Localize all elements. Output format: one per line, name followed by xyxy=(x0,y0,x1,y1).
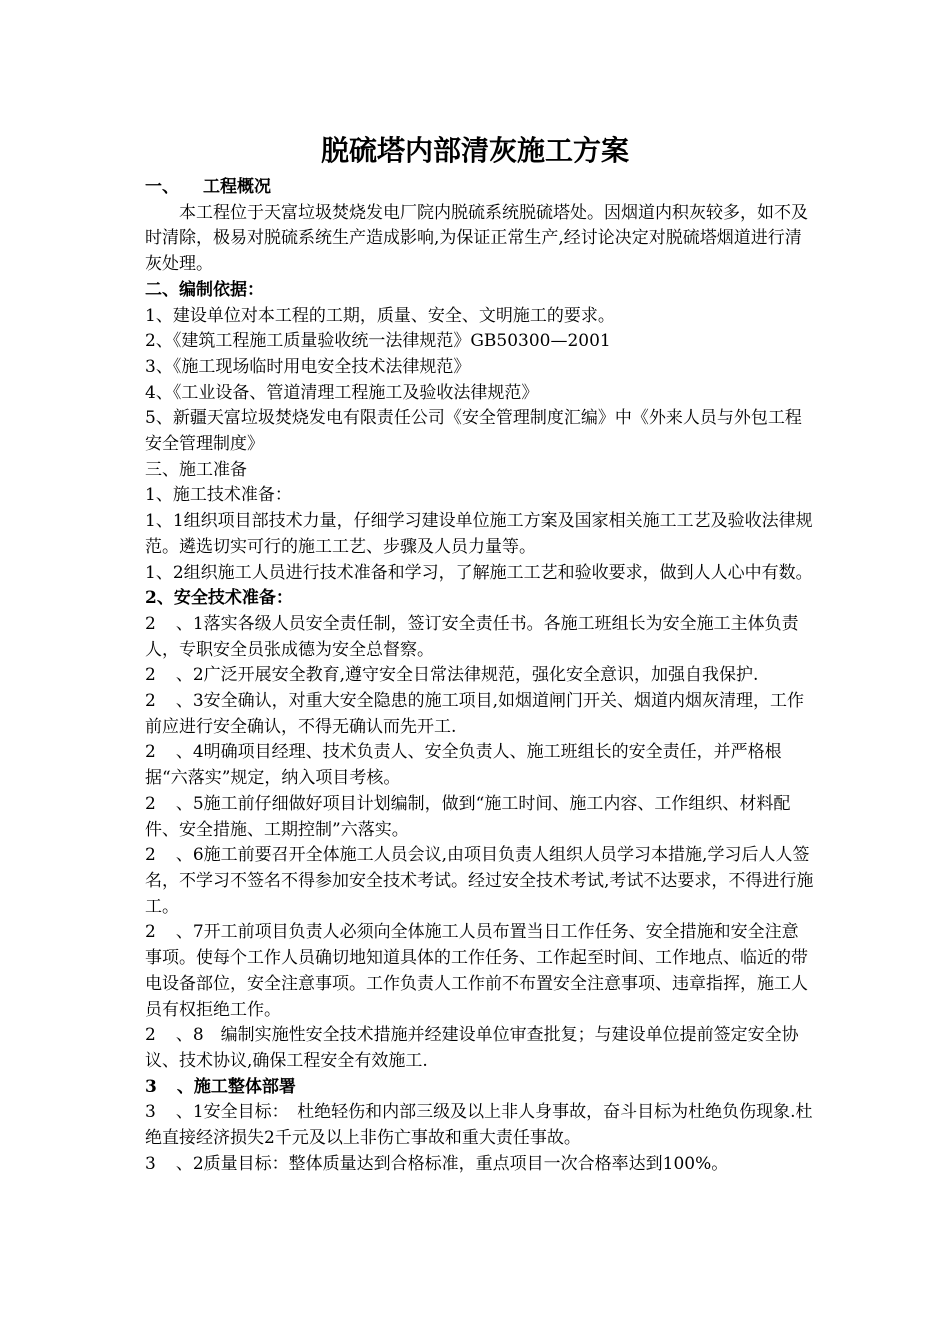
safety-item-number: 2 xyxy=(145,742,156,763)
tech-prep-item: 1、2组织施工人员进行技术准备和学习，了解施工工艺和验收要求，做到人人心中有数。 xyxy=(145,562,813,583)
safety-item xyxy=(145,689,815,740)
safety-item-number: 2 xyxy=(145,793,156,814)
safety-item xyxy=(145,1023,815,1074)
safety-prep-heading: 2、安全技术准备： xyxy=(145,588,293,609)
safety-item-text: 、8 编制实施性安全技术措施并经建设单位审查批复；与建设单位提前签定安全协议、技术协议,确保工程安全有效施工. xyxy=(145,1025,799,1071)
deploy-item xyxy=(145,1100,815,1151)
safety-item xyxy=(145,792,815,843)
deploy-item-number: 3 xyxy=(145,1102,156,1123)
safety-item-text: 、5施工前仔细做好项目计划编制，做到“施工时间、施工内容、工作组织、材料配件、安全措施、工期控制”六落实。 xyxy=(145,793,791,840)
basis-item: 3、《施工现场临时用电安全技术法律规范》 xyxy=(145,356,471,377)
safety-item-text: 、1落实各级人员安全责任制，签订安全责任书。各施工班组长为安全施工主体负责人，专职安全员张成德为安全总督察。 xyxy=(145,613,799,660)
basis-item: 2、《建筑工程施工质量验收统一法律规范》GB50300—2001 xyxy=(145,331,611,352)
deploy-item-text: 、2质量目标：整体质量达到合格标准，重点项目一次合格率达到100%。 xyxy=(175,1153,729,1174)
safety-item xyxy=(145,612,815,663)
safety-item-text: 、3安全确认，对重大安全隐患的施工项目,如烟道闸门开关、烟道内烟灰清理，工作前应进行安全确认，不得无确认而先开工. xyxy=(145,691,805,737)
section-3-heading: 三、施工准备 xyxy=(145,459,247,480)
safety-item-text: 、2广泛开展安全教育,遵守安全日常法律规范，强化安全意识，加强自我保护. xyxy=(175,665,759,686)
section-1-number: 一、 xyxy=(145,177,179,197)
overview-paragraph: 本工程位于天富垃圾焚烧发电厂院内脱硫系统脱硫塔处。因烟道内积灰较多，如不及时清除，极易对脱硫系统生产造成影响,为保证正常生产,经讨论决定对脱硫塔烟道进行清灰处理。 xyxy=(145,202,808,275)
safety-item xyxy=(145,740,815,791)
deploy-heading-number: 3 xyxy=(145,1076,157,1097)
tech-prep-item: 1、1组织项目部技术力量，仔细学习建设单位施工方案及国家相关施工工艺及验收法律规范。遴选切实可行的施工工艺、步骤及人员力量等。 xyxy=(145,511,813,557)
section-1-heading xyxy=(145,175,815,201)
basis-item: 5、新疆天富垃圾焚烧发电有限责任公司《安全管理制度汇编》中《外来人员与外包工程安全管理制度》 xyxy=(145,408,802,455)
document-title: 脱硫塔内部清灰施工方案 xyxy=(320,134,629,167)
deploy-item-number: 3 xyxy=(145,1153,156,1174)
section-2-heading: 二、编制依据： xyxy=(145,279,264,300)
safety-item-text: 、6施工前要召开全体施工人员会议,由项目负责人组织人员学习本措施,学习后人人签名，不学习不签名不得参加安全技术考试。经过安全技术考试,考试不达要求，不得进行施工。 xyxy=(145,845,814,917)
safety-item xyxy=(145,920,815,1023)
safety-item xyxy=(145,663,815,689)
basis-item: 1、建设单位对本工程的工期，质量、安全、文明施工的要求。 xyxy=(145,305,615,326)
tech-prep-heading: 1、施工技术准备： xyxy=(145,485,292,506)
deploy-item-text: 、1安全目标： 杜绝轻伤和内部三级及以上非人身事故，奋斗目标为杜绝负伤现象.杜绝直接经济损失2千元及以上非伤亡事故和重大责任事故。 xyxy=(145,1102,813,1149)
deploy-item xyxy=(145,1152,815,1178)
safety-item xyxy=(145,843,815,920)
safety-item-number: 2 xyxy=(145,845,156,866)
safety-item-number: 2 xyxy=(145,665,156,686)
safety-item-text: 、7开工前项目负责人必须向全体施工人员布置当日工作任务、安全措施和安全注意事项。使每个工作人员确切地知道具体的工作任务、工作起至时间、工作地点、临近的带电设备部位，安全注意事项。工作负责人工作前不布置安全注意事项、违章指挥，施工人员有权拒绝工作。 xyxy=(145,922,808,1020)
safety-item-number: 2 xyxy=(145,1025,156,1046)
safety-item-number: 2 xyxy=(145,922,156,943)
section-1-title: 工程概况 xyxy=(203,177,271,197)
basis-item: 4、《工业设备、管道清理工程施工及验收法律规范》 xyxy=(145,382,539,403)
deploy-heading-text: 、施工整体部署 xyxy=(176,1076,296,1097)
document-body xyxy=(145,175,815,1177)
deploy-heading xyxy=(145,1075,815,1101)
safety-item-number: 2 xyxy=(145,691,156,712)
safety-item-number: 2 xyxy=(145,613,156,634)
safety-item-text: 、4明确项目经理、技术负责人、安全负责人、施工班组长的安全责任，并严格根据“六落实”规定，纳入项目考核。 xyxy=(145,742,782,789)
